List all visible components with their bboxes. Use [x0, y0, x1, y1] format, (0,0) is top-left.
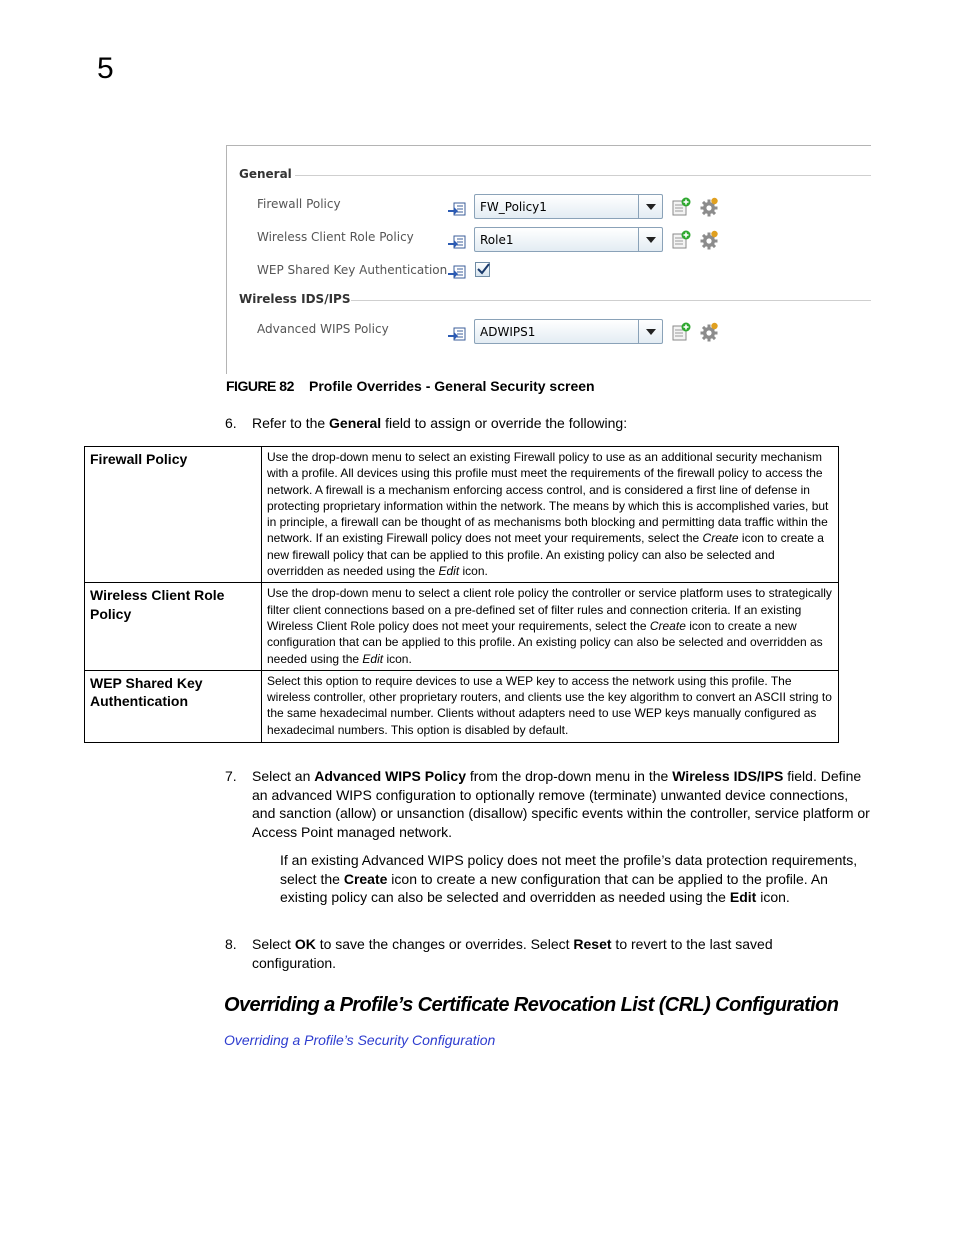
edit-gear-icon[interactable] — [699, 230, 719, 250]
table-description: Select this option to require devices to use a WEP key to access the network using this profile. The wireless controller, other proprietary routers, and clients use the key algorithm to convert an ASCII string to the same hexadecimal number. Clients without adapters need to use WEP keys manually configured as hexadecimal numbers. This option is disabled by default. — [262, 670, 839, 742]
table-row — [85, 583, 839, 670]
chapter-number: 5 — [97, 52, 114, 85]
table-key: WEP Shared Key Authentication — [85, 670, 262, 742]
advanced-wips-policy-label: Advanced WIPS Policy — [257, 322, 389, 336]
profile-overrides-screenshot — [226, 145, 871, 374]
settings-reference-table — [84, 446, 839, 743]
table-row — [85, 447, 839, 583]
note-paragraph: If an existing Advanced WIPS policy does not meet the profile’s data protection requirements, select the Create icon to create a new configuration that can be applied to the profile. An existing policy can also be selected and overridden as needed using the Edit icon. — [280, 852, 858, 906]
table-row — [85, 670, 839, 742]
edit-gear-icon[interactable] — [699, 322, 719, 342]
client-role-policy-select[interactable] — [474, 227, 663, 252]
override-icon[interactable] — [448, 234, 466, 250]
create-icon[interactable] — [671, 197, 691, 217]
step-number: 6. — [225, 415, 237, 431]
dropdown-arrow-icon[interactable] — [638, 320, 662, 343]
wireless-ids-ips-section-label: Wireless IDS/IPS — [239, 292, 351, 306]
firewall-policy-value: FW_Policy1 — [480, 200, 547, 214]
dropdown-arrow-icon[interactable] — [638, 195, 662, 218]
override-icon[interactable] — [448, 326, 466, 342]
firewall-policy-label: Firewall Policy — [257, 197, 341, 211]
override-icon[interactable] — [448, 201, 466, 217]
edit-gear-icon[interactable] — [699, 197, 719, 217]
firewall-policy-select[interactable] — [474, 194, 663, 219]
section-divider — [351, 300, 871, 301]
wep-shared-key-checkbox[interactable] — [475, 262, 490, 277]
step-number: 8. — [225, 936, 237, 952]
figure-title: Profile Overrides - General Security screen — [309, 378, 595, 394]
override-icon[interactable] — [448, 264, 466, 280]
step-text: Select OK to save the changes or overrides. Select Reset to revert to the last saved configuration. — [252, 936, 773, 971]
client-role-policy-label: Wireless Client Role Policy — [257, 230, 414, 244]
create-icon[interactable] — [671, 230, 691, 250]
table-key: Firewall Policy — [85, 447, 262, 583]
security-configuration-link[interactable]: Overriding a Profile’s Security Configuration — [224, 1032, 496, 1048]
figure-label: FIGURE 82 — [226, 378, 294, 394]
section-divider — [295, 175, 871, 176]
wep-shared-key-label: WEP Shared Key Authentication — [257, 263, 448, 277]
advanced-wips-policy-value: ADWIPS1 — [480, 325, 536, 339]
dropdown-arrow-icon[interactable] — [638, 228, 662, 251]
section-heading: Overriding a Profile’s Certificate Revocation List (CRL) Configuration — [224, 994, 839, 1016]
step-text: Select an Advanced WIPS Policy from the drop-down menu in the Wireless IDS/IPS field. Define an advanced WIPS configuration to optionally remove (terminate) unwanted device connections, and sanction (allow) or unsanction (disallow) specific events within the controller, service platform or Access Point managed network. — [252, 768, 870, 840]
advanced-wips-policy-select[interactable] — [474, 319, 663, 344]
checkmark-icon — [476, 262, 491, 277]
create-icon[interactable] — [671, 322, 691, 342]
table-description: Use the drop-down menu to select a client role policy the controller or service platform uses to strategically filter client connections based on a pre-defined set of filter rules and connection criteria. If an existing Wireless Client Role policy does not meet your requirements, select the Create icon to create a new configuration that can be applied to this profile. An existing policy can also be selected and overridden as needed using the Edit icon. — [262, 583, 839, 670]
figure-caption — [226, 378, 595, 394]
table-key: Wireless Client Role Policy — [85, 583, 262, 670]
step-text: Refer to the General field to assign or override the following: — [252, 415, 628, 431]
client-role-policy-value: Role1 — [480, 233, 514, 247]
general-section-label: General — [239, 167, 292, 181]
step-number: 7. — [225, 768, 237, 784]
table-description: Use the drop-down menu to select an existing Firewall policy to use as an additional security mechanism with a profile. All devices using this profile must meet the requirements of the firewall policy to access the network. A firewall is a mechanism enforcing access control, and is considered a first line of defense in protecting proprietary information within the network. The means by which this is accomplished varies, but in principle, a firewall can be thought of as mechanisms both blocking and permitting data traffic within the network. If an existing Firewall policy does not meet your requirements, select the Create icon to create a new firewall policy that can be applied to this profile. An existing policy can also be selected and overridden as needed using the Edit icon. — [262, 447, 839, 583]
